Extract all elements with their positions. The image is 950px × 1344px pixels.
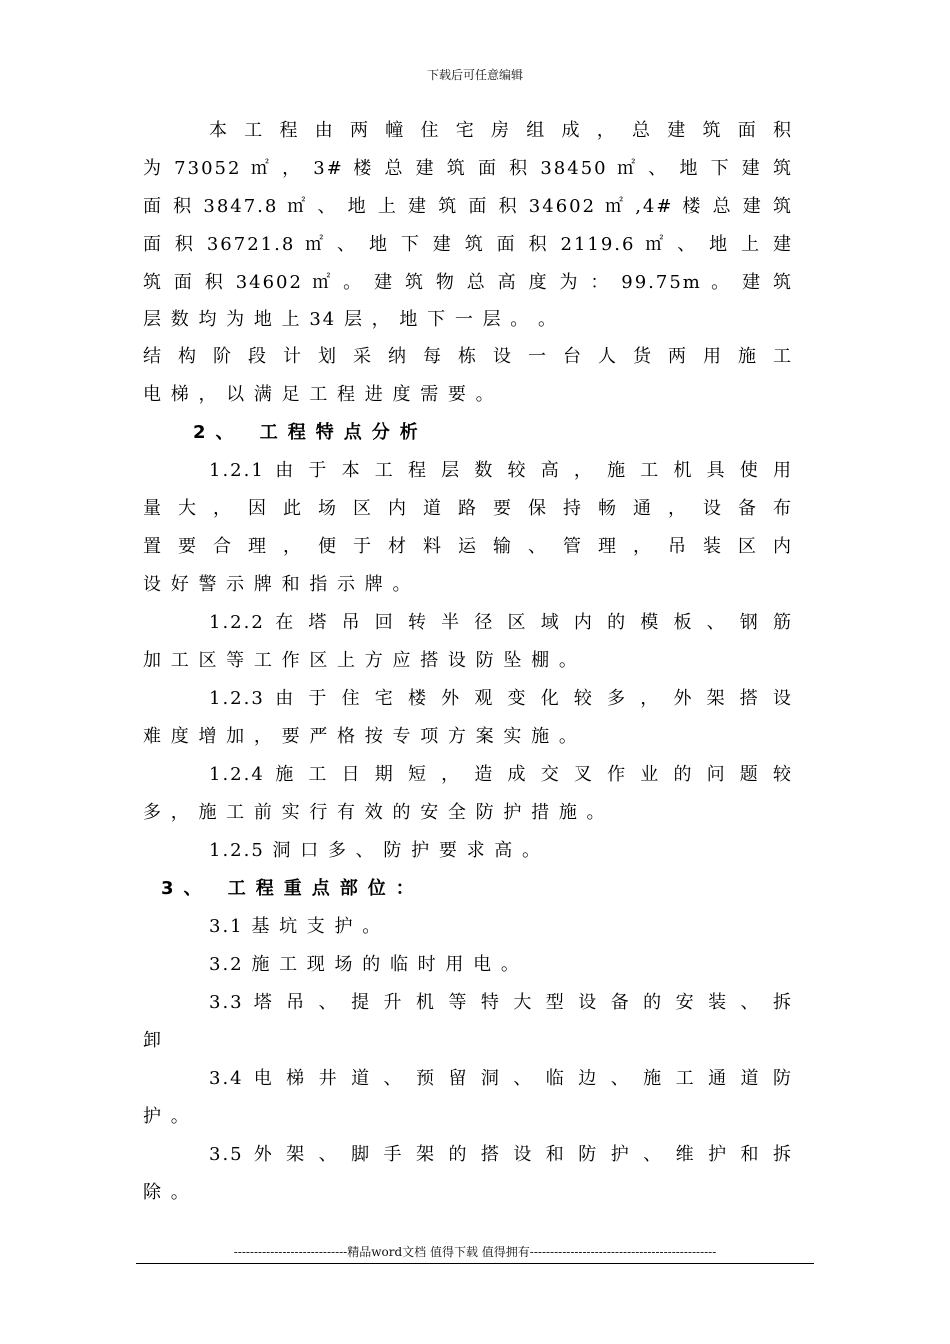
paragraph-line: 3.5 外 架 、 脚 手 架 的 搭 设 和 防 护 、 维 护 和 拆: [209, 1144, 793, 1165]
paragraph-line: 多 ， 施 工 前 实 行 有 效 的 安 全 防 护 措 施 。: [143, 802, 607, 823]
paragraph-line: 3.2 施 工 现 场 的 临 时 用 电 。: [209, 954, 521, 975]
paragraph-line: 1.2.2 在 塔 吊 回 转 半 径 区 域 内 的 模 板 、 钢 筋: [209, 612, 793, 633]
footer-rule: [136, 1263, 814, 1264]
paragraph-line: 除 。: [143, 1182, 191, 1203]
paragraph-line: 设 好 警 示 牌 和 指 示 牌 。: [143, 574, 413, 595]
paragraph-line: 卸: [143, 1030, 163, 1051]
paragraph-line: 本 工 程 由 两 幢 住 宅 房 组 成 ， 总 建 筑 面 积: [209, 120, 793, 141]
section-heading-3: 3、 工程重点部位：: [161, 878, 424, 899]
paragraph-line: 1.2.1 由 于 本 工 程 层 数 较 高 ， 施 工 机 具 使 用: [209, 460, 793, 481]
paragraph-line: 结 构 阶 段 计 划 采 纳 每 栋 设 一 台 人 货 两 用 施 工: [143, 346, 793, 367]
page-footer: ----------------------------精品word文档 值得下载 值得拥有----------------------------------------------: [233, 1245, 717, 1259]
paragraph-line: 层 数 均 为 地 上 34 层 ， 地 下 一 层 。 。: [143, 309, 559, 330]
paragraph-line: 加 工 区 等 工 作 区 上 方 应 搭 设 防 坠 棚 。: [143, 650, 579, 671]
page-header: 下载后可任意编辑: [426, 68, 523, 82]
paragraph-line: 电 梯 ， 以 满 足 工 程 进 度 需 要 。: [143, 384, 496, 405]
paragraph-line: 1.2.4 施 工 日 期 短 ， 造 成 交 叉 作 业 的 问 题 较: [209, 764, 793, 785]
paragraph-line: 1.2.3 由 于 住 宅 楼 外 观 变 化 较 多 ， 外 架 搭 设: [209, 688, 793, 709]
paragraph-line: 3.3 塔 吊 、 提 升 机 等 特 大 型 设 备 的 安 装 、 拆: [209, 992, 793, 1013]
paragraph-line: 面 积 3847.8 ㎡ 、 地 上 建 筑 面 积 34602 ㎡ ,4# 楼 总 建 筑: [143, 196, 793, 217]
document-body: [143, 112, 793, 1212]
paragraph-line: 3.1 基 坑 支 护 。: [209, 916, 383, 937]
section-heading-2: 2、 工程特点分析: [193, 422, 428, 443]
paragraph-line: 置 要 合 理 ， 便 于 材 料 运 输 、 管 理 ， 吊 装 区 内: [143, 536, 793, 557]
paragraph-line: 1.2.5 洞 口 多 、 防 护 要 求 高 。: [209, 840, 543, 861]
paragraph-line: 3.4 电 梯 井 道 、 预 留 洞 、 临 边 、 施 工 通 道 防: [209, 1068, 793, 1089]
paragraph-line: 护 。: [143, 1106, 191, 1127]
paragraph-line: 为 73052 ㎡ ， 3# 楼 总 建 筑 面 积 38450 ㎡ 、 地 下 建 筑: [143, 158, 793, 179]
paragraph-line: 难 度 增 加 ， 要 严 格 按 专 项 方 案 实 施 。: [143, 726, 579, 747]
paragraph-line: 面 积 36721.8 ㎡ 、 地 下 建 筑 面 积 2119.6 ㎡ 、 地 上 建: [143, 234, 793, 255]
paragraph-line: 筑 面 积 34602 ㎡ 。 建 筑 物 总 高 度 为 ： 99.75m 。 建 筑: [143, 272, 793, 293]
paragraph-line: 量 大 ， 因 此 场 区 内 道 路 要 保 持 畅 通 ， 设 备 布: [143, 498, 793, 519]
